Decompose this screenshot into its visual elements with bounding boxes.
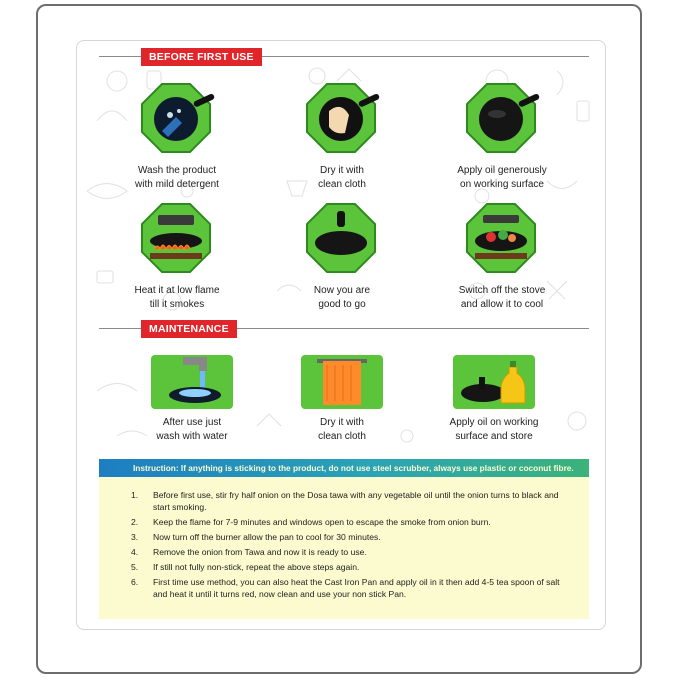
tap-water-icon bbox=[147, 353, 237, 411]
item-number: 3. bbox=[131, 532, 139, 542]
item-text: Keep the flame for 7-9 minutes and windows open to escape the smoke from onion burn. bbox=[153, 517, 491, 527]
caption-line: Now you are bbox=[313, 285, 371, 296]
caption-line: with mild detergent bbox=[135, 179, 219, 190]
instruction-banner: Instruction: If anything is sticking to the product, do not use steel scrubber, always use plastic or coconut fibre. bbox=[99, 459, 589, 477]
caption-line: Apply oil generously bbox=[457, 165, 547, 176]
caption-line: and allow it to cool bbox=[460, 299, 544, 310]
maintenance-tag: MAINTENANCE bbox=[141, 320, 237, 338]
towel-icon bbox=[297, 353, 387, 411]
pan-on-flame-icon bbox=[132, 201, 222, 279]
caption-line: clean cloth bbox=[318, 431, 366, 442]
list-item bbox=[131, 516, 571, 528]
instruction-list bbox=[131, 489, 571, 603]
list-item bbox=[131, 561, 571, 573]
before-step-6 bbox=[427, 201, 577, 312]
before-step-3 bbox=[427, 81, 577, 192]
before-step-1 bbox=[102, 81, 252, 192]
item-text: Now turn off the burner allow the pan to cool for 30 minutes. bbox=[153, 532, 381, 542]
maintenance-step-1 bbox=[117, 353, 267, 444]
item-number: 4. bbox=[131, 547, 139, 557]
caption-line: Apply oil on working bbox=[449, 417, 539, 428]
instruction-box bbox=[99, 477, 589, 619]
caption-line: Switch off the stove bbox=[458, 285, 546, 296]
item-number: 6. bbox=[131, 577, 139, 587]
maintenance-step-2 bbox=[267, 353, 417, 444]
item-text: If still not fully non-stick, repeat the above steps again. bbox=[153, 562, 360, 572]
before-step-4 bbox=[102, 201, 252, 312]
list-item bbox=[131, 489, 571, 513]
oil-bottle-icon bbox=[449, 353, 539, 411]
caption-line: After use just bbox=[162, 417, 222, 428]
list-item bbox=[131, 576, 571, 600]
drying-pan-icon bbox=[297, 81, 387, 159]
before-first-use-tag: BEFORE FIRST USE bbox=[141, 48, 262, 66]
caption-line: Heat it at low flame bbox=[134, 285, 220, 296]
before-step-2 bbox=[267, 81, 417, 192]
maintenance-step-3 bbox=[419, 353, 569, 444]
care-instructions-card bbox=[76, 40, 606, 630]
caption-line: Dry it with bbox=[320, 417, 364, 428]
item-number: 2. bbox=[131, 517, 139, 527]
list-item bbox=[131, 546, 571, 558]
item-text: First time use method, you can also heat the Cast Iron Pan and apply oil in it then add 4-5 tea spoon of salt and heat it until it turns red, now clean and use your non stick Pan. bbox=[153, 577, 560, 599]
ready-pan-icon bbox=[297, 201, 387, 279]
item-text: Before first use, stir fry half onion on the Dosa tawa with any vegetable oil until the onion turns to black and start smoking. bbox=[153, 490, 559, 512]
caption-line: Dry it with bbox=[320, 165, 364, 176]
caption-line: clean cloth bbox=[318, 179, 366, 190]
washing-pan-icon bbox=[132, 81, 222, 159]
caption-line: on working surface bbox=[460, 179, 544, 190]
oiled-pan-icon bbox=[457, 81, 547, 159]
caption-line: Wash the product bbox=[137, 165, 216, 176]
item-text: Remove the onion from Tawa and now it is ready to use. bbox=[153, 547, 367, 557]
caption-line: good to go bbox=[318, 299, 366, 310]
caption-line: surface and store bbox=[455, 431, 533, 442]
caption-line: wash with water bbox=[156, 431, 228, 442]
item-number: 5. bbox=[131, 562, 139, 572]
item-number: 1. bbox=[131, 490, 139, 500]
caption-line: till it smokes bbox=[149, 299, 205, 310]
before-step-5 bbox=[267, 201, 417, 312]
list-item bbox=[131, 531, 571, 543]
pan-with-food-icon bbox=[457, 201, 547, 279]
